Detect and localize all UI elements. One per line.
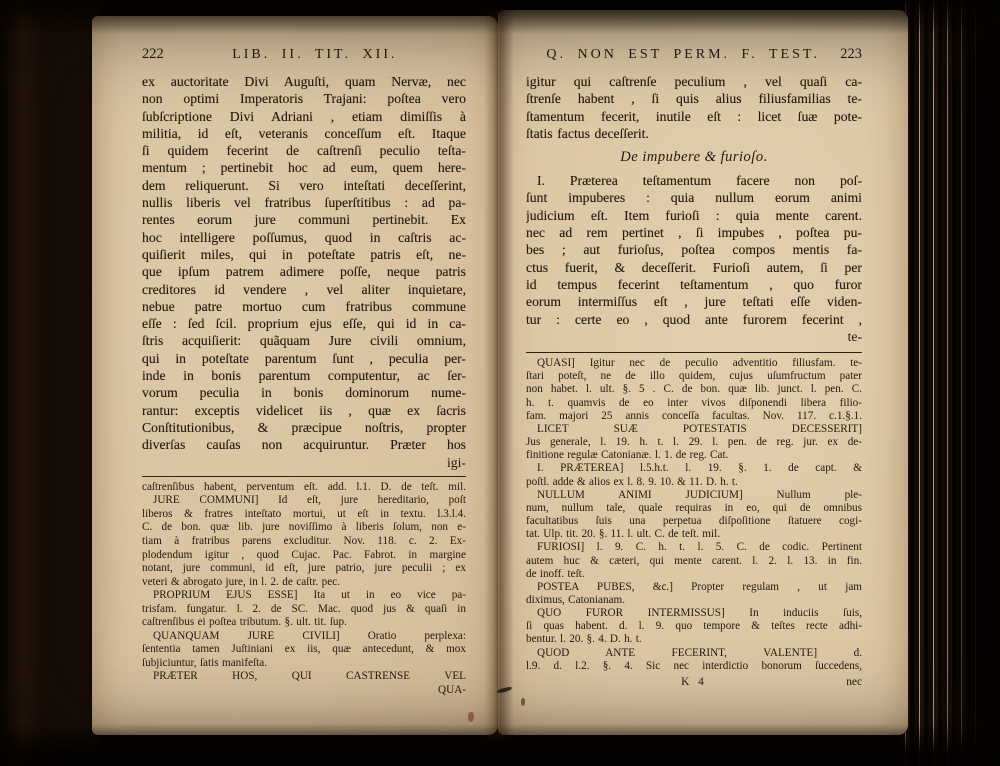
- text-line: POSTEA PUBES, &c.] Propter regulam , ut jam: [537, 580, 862, 593]
- text-line: ctus fuerit, & deceſſerit. Furioſi autem, ſi per: [526, 259, 862, 275]
- text-line: poſtl. adde & alios ex l. 8. 9. 10. & 11. D. h. t.: [526, 475, 738, 488]
- section-heading: De impubere & furioſo.: [620, 149, 768, 166]
- text-line: inde in bonis parentum computentur, ac ſer-: [142, 368, 466, 384]
- text-line: eorum intermiſſus eſt , jure teſtati eſſe viden-: [526, 294, 862, 310]
- text-line: vorum peculia in bonis dominorum nume-: [142, 385, 466, 401]
- left-page: [92, 16, 498, 735]
- text-line: de inoff. teſt.: [526, 567, 585, 580]
- text-line: h. t. quamvis de eo inter vivos diſponendi libera filio-: [526, 396, 862, 409]
- text-line: tat. Ulp. tit. 20. §. 11. l. ult. C. de teſt. mil.: [526, 528, 721, 541]
- right-running-head: [526, 46, 862, 63]
- text-line: mentum ; pertinebit hoc ad eum, quem here-: [142, 160, 466, 176]
- text-line: tur : certe eo , quod ante furorem fecerint ,: [526, 311, 862, 327]
- text-line: creditores id vendere , vel aliter inquietare,: [142, 281, 466, 297]
- gathering-signature: K 4: [681, 675, 707, 688]
- text-line: dem reliquerunt. Si vero inteſtati deceſſerint,: [142, 177, 466, 193]
- text-line: diverſas cauſas non acquiruntur. Præter hos: [142, 437, 466, 453]
- left-header-title: LIB. II. TIT. XII.: [232, 47, 398, 62]
- left-footnote-catchword: QUA-: [438, 684, 466, 697]
- text-line: ſi quas habent. d. l. 9. quo tempore & teſtes recte adhi-: [526, 620, 862, 633]
- text-line: ſtamentum fecerit, inutile eſt : licet ſuæ pote-: [526, 108, 862, 124]
- right-main-text-2: [526, 172, 862, 328]
- left-main-text: [142, 73, 466, 454]
- text-line: autem huc & cæteri, qui mente carent. l. 2. l. 13. in fin.: [526, 554, 862, 567]
- text-line: ſi quidem fecerint de caſtrenſi peculio teſta-: [142, 143, 466, 159]
- text-line: hoc intelligere poſſumus, quod in caſtris ac-: [142, 229, 466, 245]
- text-line: facultatibus ſuis una perpetua diſpoſitione ſtatuere cogi-: [526, 515, 862, 528]
- text-line: ſubſcriptione Divi Adriani , etiam dimiſſis à: [142, 108, 466, 124]
- left-page-stack-edge: [0, 0, 100, 766]
- text-line: ex auctoritate Divi Auguſti, quam Nervæ, nec: [142, 74, 466, 89]
- text-line: ſtatis factus deceſſerit.: [526, 125, 649, 141]
- right-main-text-1: [526, 73, 862, 142]
- text-line: caſtrenſibus habent, perventum eſt. add. l.1. D. de teſt. mil.: [142, 480, 466, 493]
- right-commentary: [526, 357, 862, 673]
- text-line: plodendum igitur , quod Cujac. Pac. Fabrot. in margine: [142, 548, 466, 561]
- left-footnote-rule: [142, 476, 466, 477]
- right-commentary-rule: [526, 352, 862, 353]
- text-line: liberos & fratres inteſtato mortui, ut eſt in textu. l.3.l.4.: [142, 507, 466, 520]
- text-line: id tempus fecerint teſtamentum , quo furor: [526, 276, 862, 292]
- text-line: ſubjiciuntur, ſatis manifeſta.: [142, 656, 268, 669]
- text-line: nec ad rem pertinet , ſi impubes , poſtea pu-: [526, 225, 862, 241]
- text-line: que ipſum patrem adimere poſſe, neque patris: [142, 264, 466, 280]
- text-line: JURE COMMUNI] Id eſt, jure hereditario, poſt: [153, 494, 466, 507]
- text-line: rantur: exceptis videlicet iis , quæ ex ſacris: [142, 402, 466, 418]
- text-line: num, nullum tale, quale requiras in eo, qui de omnibus: [526, 501, 862, 514]
- right-catchword: te-: [847, 328, 862, 344]
- text-line: ſunt impuberes : quia nullum eorum animi: [526, 190, 862, 206]
- left-catchword: igi-: [446, 454, 466, 470]
- text-line: nullis liberis vel fratribus ſuperſtitibus : ad pa-: [142, 195, 466, 211]
- signature-row: [526, 675, 862, 689]
- text-line: militia, id eſt, veteranis conceſſum eſt. Itaque: [142, 125, 466, 141]
- text-line: QUO FUROR INTERMISSUS] In induciis ſuis,: [537, 607, 862, 620]
- text-line: Conſtitutionibus, & præcipue noſtris, propter: [142, 419, 466, 435]
- text-line: non optimi Imperatoris Trajani: poſtea vero: [142, 91, 466, 107]
- right-page-stack-edge: [900, 0, 1000, 766]
- text-line: tiam à fratribus parens excluditur. Nov. 118. c. 2. Ex-: [142, 535, 466, 548]
- text-line: I. PRÆTEREA] l.5.h.t. l. 19. §. 1. de capt. &: [537, 462, 862, 475]
- text-line: diximus, Catonianam.: [526, 593, 626, 606]
- text-line: finitione regulæ Catonianæ. l. 1. de reg. Cat.: [526, 449, 729, 462]
- text-line: QUANQUAM JURE CIVILI] Oratio perplexa:: [153, 629, 466, 642]
- left-page-number: 222: [142, 46, 164, 62]
- text-line: C. de bon. quæ lib. jure noviſſimo à liberis ſolum, non e-: [142, 521, 466, 534]
- text-line: NULLUM ANIMI JUDICIUM] Nullum ple-: [537, 488, 862, 501]
- text-line: Jus generale, l. 19. h. t. l. 29. l. pen. de reg. jur. ex de-: [526, 436, 862, 449]
- text-line: QUOD ANTE FECERINT, VALENTE] d.: [537, 646, 862, 659]
- text-line: l.9. d. l.2. §. 4. Sic nec interdictio bonorum ſuccedens,: [526, 659, 862, 672]
- text-line: veteri & abrogato jure, in l. 2. de caſtr. pec.: [142, 575, 341, 588]
- text-line: PROPRIUM EJUS ESSE] Ita ut in eo vice pa-: [153, 589, 466, 602]
- text-line: I. Præterea teſtamentum facere non poſ-: [537, 173, 862, 189]
- right-page-number: 223: [840, 46, 862, 62]
- text-line: PRÆTER HOS, QUI CASTRENSE VEL: [153, 670, 466, 683]
- text-line: nebue patre mortuo cum fratribus commune: [142, 298, 466, 314]
- text-line: notant, jure communi, id eſt, jure patrio, jure peculii ; ex: [142, 562, 466, 575]
- text-line: caſtrenſibus ei poſtea tributum. §. ult. tit. ſup.: [142, 616, 347, 629]
- right-page: [498, 10, 908, 735]
- text-line: ſtrenſe habent , ſi quis alius filiusfamilias te-: [526, 91, 862, 107]
- text-line: igitur qui caſtrenſe peculium , vel quaſi ca-: [526, 74, 862, 89]
- text-line: bentur. l. 20. §. 4. D. h. t.: [526, 633, 642, 646]
- text-line: rentes eorum jure communi pertinebit. Ex: [142, 212, 466, 228]
- text-line: quiſierit miles, qui in poteſtate patris eſt, ne-: [142, 246, 466, 262]
- text-line: ſententia tamen Juſtiniani ex iis, quæ antecedunt, & mox: [142, 643, 466, 656]
- book-gutter-shadow: [484, 10, 514, 740]
- text-line: trisfam. fungatur. l. 2. de SC. Mac. quod jus & quaſi in: [142, 602, 466, 615]
- right-header-title: Q. NON EST PERM. F. TEST.: [546, 47, 820, 62]
- left-footnotes: [142, 481, 466, 684]
- text-line: fam. majori 25 annis conceſſa facultas. Nov. 117. c.1.§.1.: [526, 409, 862, 422]
- text-line: judicium eſt. Item furioſi : quia mente carent.: [526, 207, 862, 223]
- text-line: qui in poteſtate parentum ſunt , peculia per-: [142, 350, 466, 366]
- text-line: non habet. l. ult. §. 5 . C. de bon. quæ lib. junct. l. pen. C.: [526, 383, 862, 396]
- text-line: LICET SUÆ POTESTATIS DECESSERIT]: [537, 422, 862, 435]
- text-line: FURIOSI] l. 9. C. h. t. l. 5. C. de codic. Pertinent: [537, 541, 862, 554]
- text-line: ſtris acquiſierit: quãquam Jure civili omnium,: [142, 333, 466, 349]
- text-line: eſſe : ſed ſcil. proprium ejus eſſe, qui id in ca-: [142, 316, 466, 332]
- text-line: ſtari poteſt, ne de illo quidem, cujus uſumfructum pater: [526, 370, 862, 383]
- left-running-head: [142, 46, 466, 63]
- text-line: QUASI] Igitur nec de peculio adventitio filiusfam. te-: [537, 357, 862, 370]
- text-line: bes ; aut furioſus, poſtea compos mentis fa-: [526, 242, 862, 258]
- right-commentary-catchword: nec: [846, 675, 862, 688]
